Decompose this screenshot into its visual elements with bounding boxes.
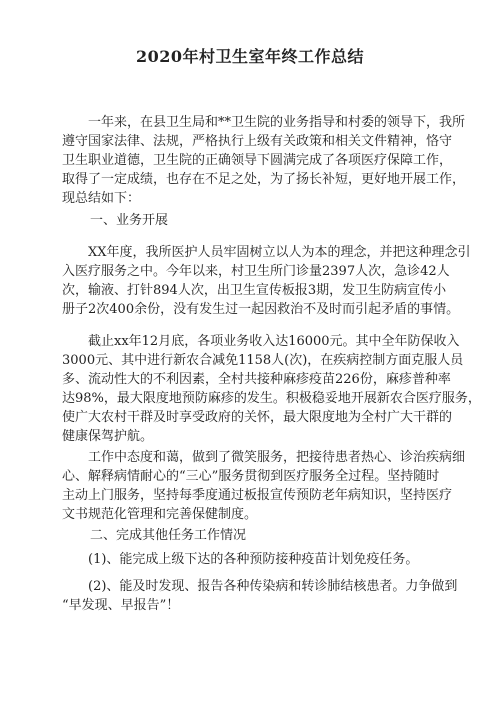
section2-item-1 — [62, 550, 452, 569]
section2-heading: 二、完成其他任务工作情况 — [90, 528, 247, 543]
intro-line: 遵守国家法律、法规，严格执行上级有关政策和相关文件精神，恪守 — [62, 134, 453, 149]
paragraph-line: 心、解释病情耐心的“三心”服务贯彻到医疗服务全过程。坚持随时 — [62, 469, 440, 484]
paragraph-line: 册子2次400余份，没有发生过一起因救治不及时而引起矛盾的事情。 — [62, 302, 460, 317]
intro-line: 现总结如下： — [62, 191, 141, 206]
intro-line: 卫生职业道德，卫生院的正确领导下圆满完成了各项医疗保障工作， — [62, 153, 453, 168]
paragraph-line: 达98%，最大限度地预防麻疹的发生。积极稳妥地开展新农合医疗服务， — [62, 391, 481, 406]
paragraph-line: 使广大农村干群及时享受政府的关怀，最大限度地为全村广大干群的 — [62, 410, 453, 425]
paragraph-line: 入医疗服务之中。今年以来，村卫生所门诊量2397人次，急诊42人 — [62, 264, 450, 279]
paragraph-line: 截止xx年12月底，各项业务收入达16000元。其中全年防保收入 — [88, 334, 460, 349]
list-item: “早发现、早报告”！ — [62, 598, 180, 613]
paragraph-line: 主动上门服务，坚持每季度通过板报宣传预防老年病知识，坚持医疗 — [62, 488, 453, 503]
intro-paragraph — [62, 113, 466, 208]
section1-heading: 一、业务开展 — [90, 213, 169, 228]
paragraph-line: 多、流动性大的不利因素，全村共接种麻疹疫苗226份，麻疹普种率 — [62, 372, 451, 387]
section1-paragraph-2 — [62, 332, 481, 446]
paragraph-line: 文书规范化管理和完善保健制度。 — [62, 507, 258, 522]
intro-line: 取得了一定成绩，也存在不足之处，为了扬长补短，更好地开展工作， — [62, 172, 466, 187]
paragraph-line: 健康保驾护航。 — [62, 429, 154, 444]
paragraph-line: XX年度，我所医护人员牢固树立以人为本的理念，并把这种理念引 — [88, 245, 471, 260]
document-title: 2020年村卫生室年终工作总结 — [135, 47, 365, 66]
list-item: (1)、能完成上级下达的各种预防接种疫苗计划免疫任务。 — [88, 552, 419, 567]
paragraph-line: 工作中态度和蔼，做到了微笑服务，把接待患者热心、诊治疾病细 — [88, 450, 466, 465]
list-item: (2)、能及时发现、报告各种传染病和转诊肺结核患者。力争做到 — [88, 579, 458, 594]
section1-paragraph-3 — [62, 448, 466, 524]
paragraph-line: 3000元、其中进行新农合减免1158人(次)，在疾病控制方面克服人员 — [62, 353, 464, 368]
paragraph-line: 次，输液、打针894人次，出卫生宣传板报3期，发卫生防病宣传小 — [62, 283, 447, 298]
section1-paragraph-1 — [62, 243, 471, 319]
section2-item-2 — [62, 577, 458, 615]
intro-line: 一年来，在县卫生局和**卫生院的业务指导和村委的领导下，我所 — [88, 115, 466, 130]
